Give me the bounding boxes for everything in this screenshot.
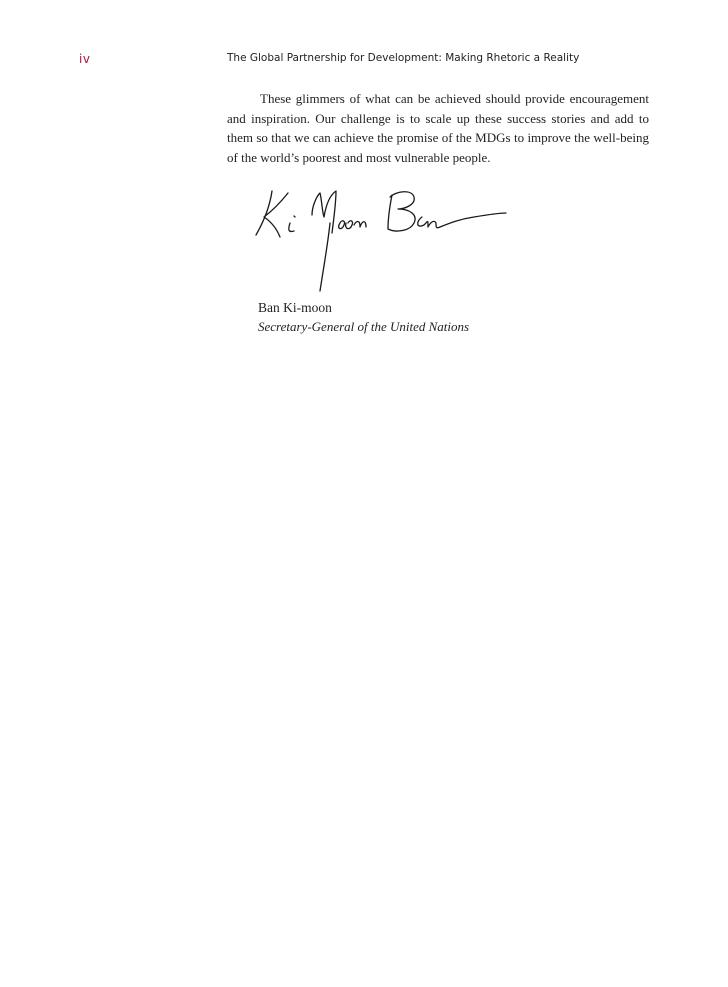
signature-stroke-m	[312, 191, 336, 233]
handwritten-signature	[250, 183, 510, 298]
signature-stroke-oon	[339, 221, 366, 229]
signatory-title: Secretary-General of the United Nations	[258, 319, 470, 334]
body-paragraph: These glimmers of what can be achieved should provide encouragement and inspiration. Our challenge is to scale up these success stories and add to them so that we can achieve the promise of the MDGs to improve the well-being of the world’s poorest and most vulnerable people.	[227, 91, 649, 165]
signature-stroke-i-dot	[294, 216, 295, 217]
signature-stroke-m-tail	[320, 223, 330, 291]
signature-stroke-an-flourish	[418, 213, 506, 228]
running-header-title: The Global Partnership for Development: Making Rhetoric a Reality	[227, 52, 580, 64]
signature-stroke-k-arm	[264, 193, 288, 237]
signature-stroke-i	[289, 223, 294, 232]
page-number: iv	[79, 52, 91, 66]
signatory-name: Ban Ki-moon	[258, 300, 332, 315]
signature-stroke-b	[388, 192, 415, 231]
